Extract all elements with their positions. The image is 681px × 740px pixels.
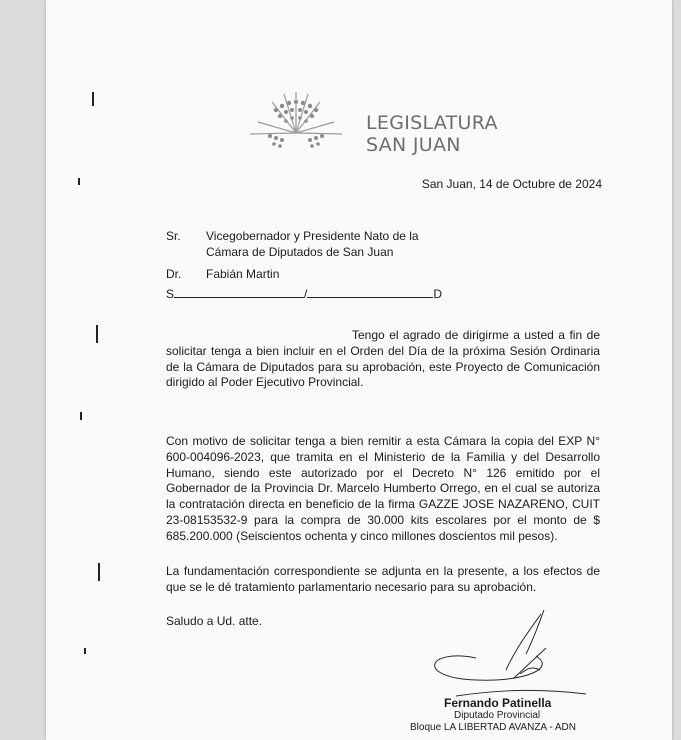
handwritten-signature bbox=[416, 608, 606, 703]
recipient-title bbox=[166, 229, 419, 244]
signatory-name: Fernando Patinella bbox=[444, 696, 552, 710]
recipient-title-line1: Vicegobernador y Presidente Nato de la bbox=[206, 229, 419, 243]
signatory-role: Diputado Provincial bbox=[454, 710, 541, 721]
letterhead-line1: LEGISLATURA bbox=[366, 112, 498, 134]
salutation-underline-2 bbox=[307, 286, 433, 298]
margin-mark bbox=[96, 325, 98, 343]
margin-mark bbox=[98, 563, 100, 581]
s-label: S bbox=[166, 287, 175, 301]
slash-label: / bbox=[304, 287, 308, 301]
margin-mark bbox=[84, 648, 86, 654]
body-paragraph-3: La fundamentación correspondiente se adjunta en la presente, a los efectos de que se le dé tratamiento parlamentario necesario para su aprobación. bbox=[166, 564, 600, 594]
closing-line: Saludo a Ud. atte. bbox=[166, 614, 263, 628]
recipient-title-abbr: Sr. bbox=[166, 229, 181, 243]
margin-mark bbox=[92, 92, 94, 106]
letterhead-logo bbox=[246, 88, 546, 158]
letter-date: San Juan, 14 de Octubre de 2024 bbox=[421, 177, 602, 191]
signatory-bloc: Bloque LA LIBERTAD AVANZA - ADN bbox=[410, 722, 577, 733]
legislatura-emblem-icon bbox=[246, 88, 361, 158]
letter-page bbox=[46, 0, 672, 740]
salutation-line bbox=[166, 286, 442, 301]
recipient-name bbox=[166, 267, 279, 282]
recipient-name-text: Fabián Martin bbox=[206, 267, 280, 281]
letterhead-line2: SAN JUAN bbox=[366, 134, 461, 156]
recipient-name-abbr: Dr. bbox=[166, 267, 182, 281]
margin-mark bbox=[78, 178, 80, 185]
salutation-underline-1 bbox=[174, 286, 304, 298]
body-paragraph-1: Tengo el agrado de dirigirme a usted a fin de solicitar tenga a bien incluir en el Orden del Día de la próxima Sesión Ordinaria de la Cámara de Diputados para su aprobación, este Proyecto de Comunicación dirigido al Poder Ejecutivo Provincial. bbox=[166, 328, 600, 390]
body-paragraph-2: Con motivo de solicitar tenga a bien remitir a esta Cámara la copia del EXP N° 600-004096-2023, que tramita en el Ministerio de la Familia y del Desarrollo Humano, siendo este autorizado por el Decreto N° 126 emitido por el Gobernador de la Provincia Dr. Marcelo Humberto Orrego, en el cual se autoriza la contratación directa en beneficio de la firma GAZZE JOSE NAZARENO, CUIT 23-08153532-9 para la compra de 30.000 kits escolares por el monto de $ 685.200.000 (Seiscientos ochenta y cinco millones doscientos mil pesos). bbox=[166, 434, 600, 543]
recipient-title-line2: Cámara de Diputados de San Juan bbox=[206, 245, 394, 259]
d-label: D bbox=[433, 287, 443, 301]
margin-mark bbox=[80, 412, 82, 420]
